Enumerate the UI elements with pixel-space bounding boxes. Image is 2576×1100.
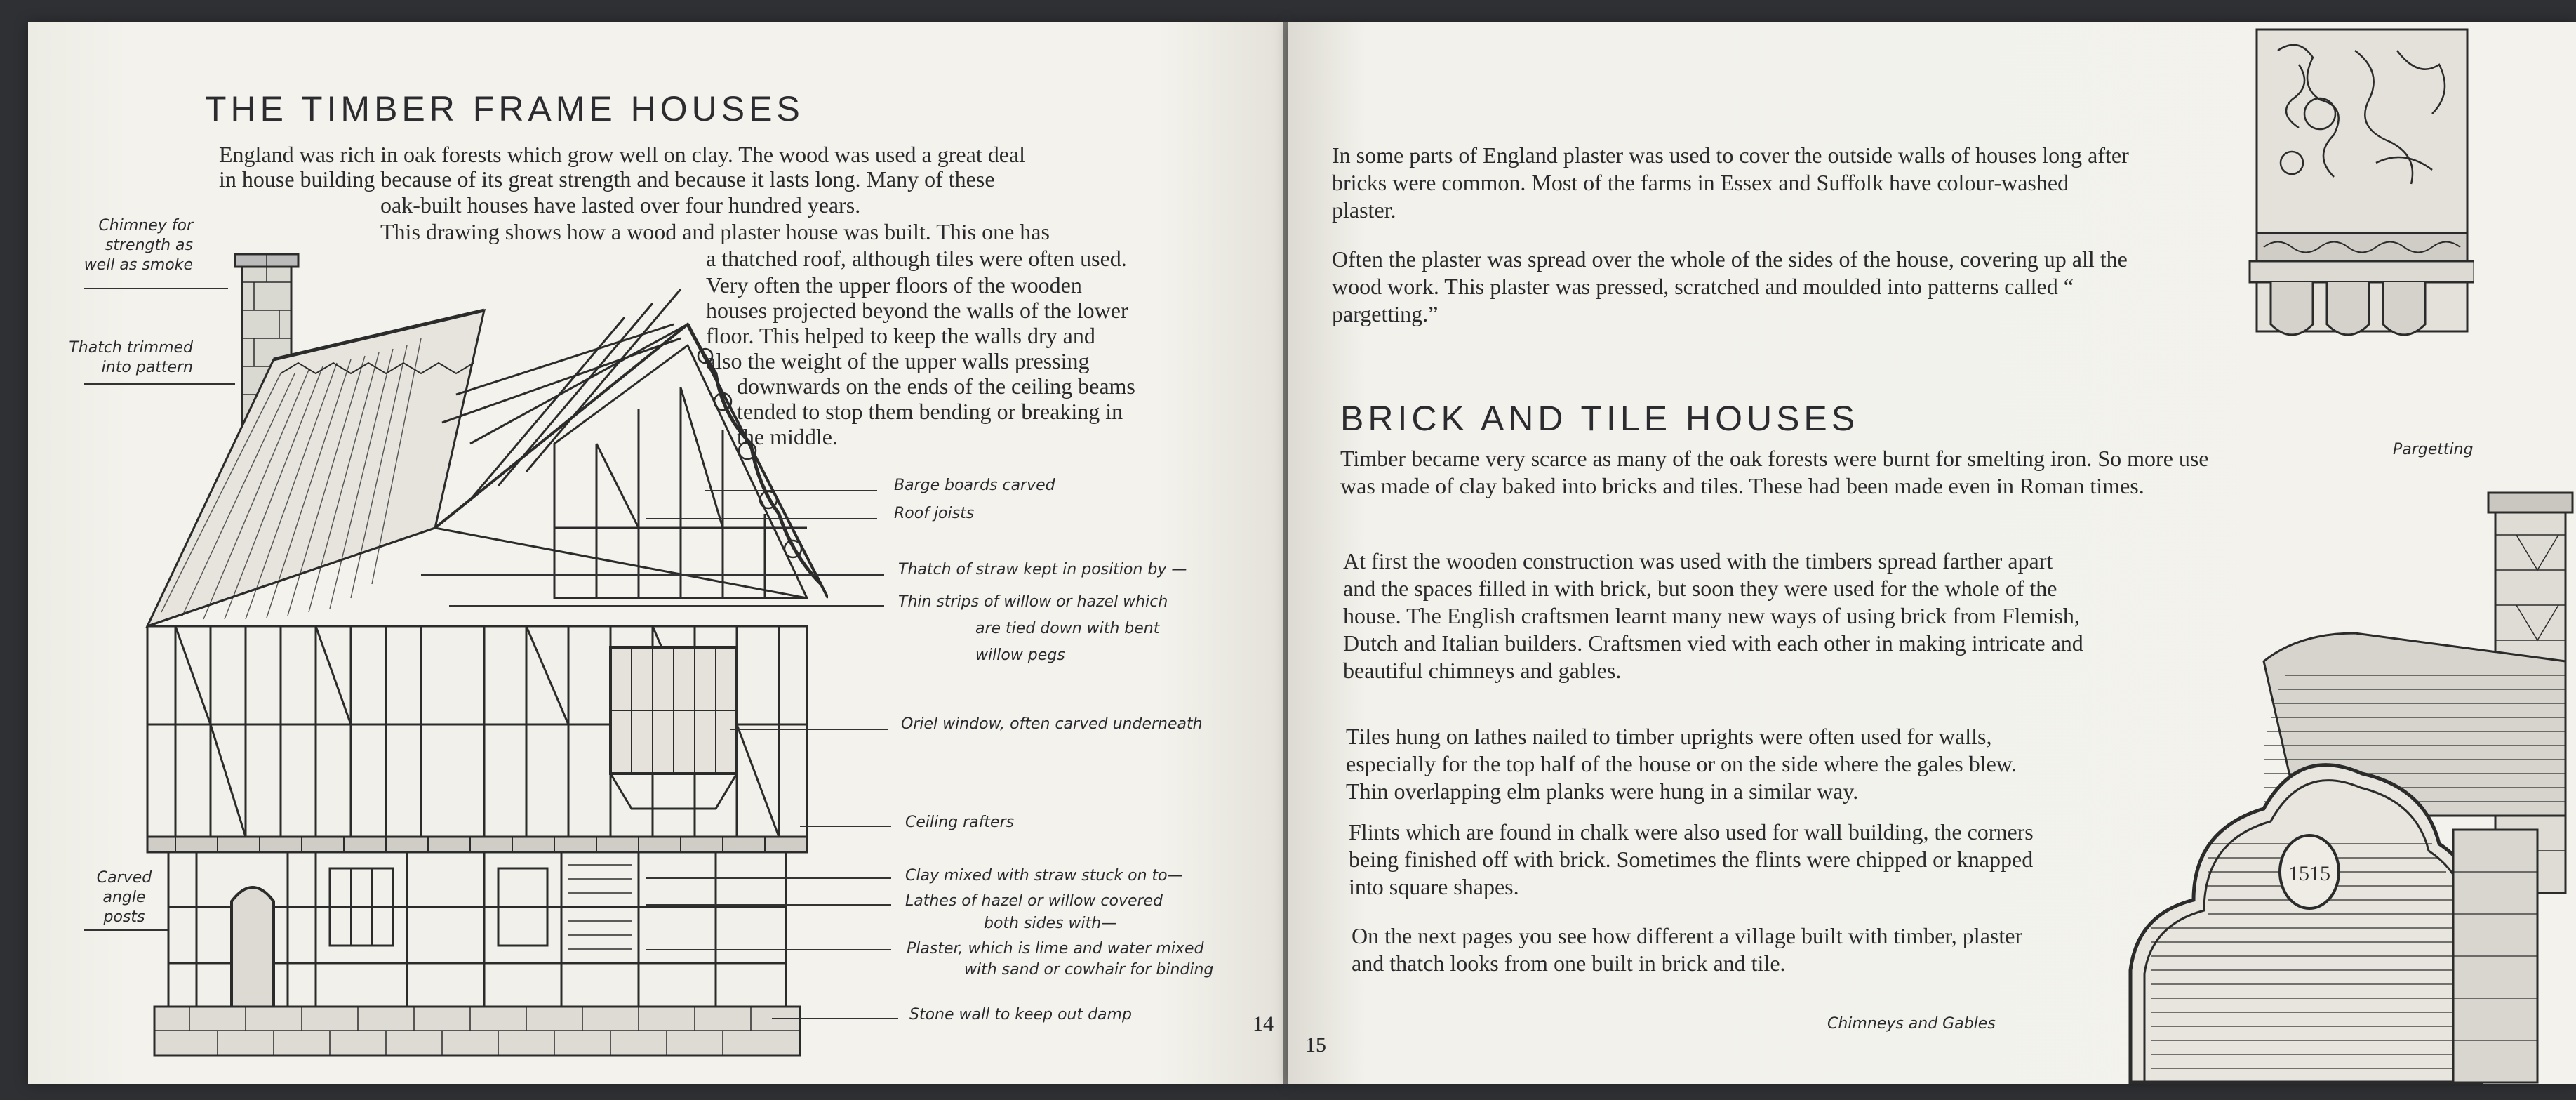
left-page (28, 22, 1284, 1084)
label-thatch-trimmed: Thatch trimmed into pattern (69, 339, 193, 376)
intro-line: oak-built houses have lasted over four hundred years. (380, 192, 861, 218)
chimneys-gables-illustration (2032, 479, 2576, 1084)
label-lathes-1: Lathes of hazel or willow covered (905, 892, 1163, 910)
leader-line (646, 949, 891, 950)
intro-line: houses projected beyond the walls of the lower (706, 298, 1128, 323)
leader-line (730, 729, 888, 730)
intro-line: also the weight of the upper walls pressing (706, 348, 1090, 373)
right-page (1288, 22, 2576, 1084)
page-number-right: 15 (1305, 1033, 1326, 1056)
label-plaster-2: with sand or cowhair for binding (964, 961, 1214, 979)
label-lathes-2: both sides with— (984, 915, 1117, 932)
intro-line: the middle. (737, 424, 838, 449)
paragraph-brick-5: On the next pages you see how different a village built with timber, plaster and thatch looks from one built in brick and tile. (1352, 923, 2023, 976)
page-heading-timber: THE TIMBER FRAME HOUSES (205, 89, 804, 128)
intro-line: floor. This helped to keep the walls dry and (706, 323, 1095, 348)
paragraph-brick-3: Tiles hung on lathes nailed to timber uprights were often used for walls, especially for the top half of the house or on the side where the gales blew. Thin overlapping elm planks were hung in a similar way. (1346, 724, 2017, 804)
leader-line (772, 1018, 898, 1019)
label-oriel-window: Oriel window, often carved underneath (901, 715, 1203, 733)
leader-line (646, 904, 891, 906)
leader-line (449, 605, 884, 607)
intro-line: a thatched roof, although tiles were often used. (706, 246, 1127, 271)
intro-line: in house building because of its great strength and because it lasts long. Many of these (219, 166, 995, 192)
intro-line: tended to stop them bending or breaking in (737, 399, 1123, 424)
label-thin-strips-1: Thin strips of willow or hazel which (898, 593, 1168, 611)
gable-date-text: 1515 (2288, 862, 2330, 885)
leader-line (421, 574, 884, 576)
intro-line: downwards on the ends of the ceiling beams (737, 373, 1135, 399)
label-ceiling-rafters: Ceiling rafters (905, 814, 1015, 831)
label-thin-strips-2: are tied down with bent (975, 620, 1160, 637)
paragraph-brick-4: Flints which are found in chalk were also used for wall building, the corners being finished off with brick. Sometimes the flints were chipped or knapped into square shapes. (1349, 819, 2034, 899)
paragraph-brick-2: At first the wooden construction was used with the timbers spread farther apart and the spaces filled in with brick, but soon they were used for the whole of the house. The English craftsmen learnt many new ways of using brick from Flemish, Dutch and Italian builders. Craftsmen vied with each other in making intricate and beautiful chimneys and gables. (1343, 548, 2083, 683)
label-thin-strips-3: willow pegs (975, 647, 1065, 664)
intro-line: England was rich in oak forests which grow well on clay. The wood was used a great deal (219, 142, 1025, 167)
intro-line: Very often the upper floors of the wooden (706, 272, 1082, 298)
page-heading-brick: BRICK AND TILE HOUSES (1340, 399, 1860, 438)
label-plaster-1: Plaster, which is lime and water mixed (907, 940, 1204, 957)
label-clay-mixed: Clay mixed with straw stuck on to— (905, 867, 1183, 884)
paragraph-brick-1: Timber became very scarce as many of the oak forests were burnt for smelting iron. So more use was made of clay baked into bricks and tiles. These had been made even in Roman times. (1340, 446, 2209, 498)
leader-line (705, 490, 877, 491)
label-roof-joists: Roof joists (894, 505, 975, 522)
label-thatch-straw: Thatch of straw kept in position by — (898, 561, 1187, 578)
timber-house-illustration (105, 233, 828, 1061)
pargetting-illustration (2236, 22, 2474, 402)
label-barge-boards: Barge boards carved (894, 477, 1055, 494)
caption-pargetting: Pargetting (2393, 441, 2474, 458)
label-chimney: Chimney for strength as well as smoke (84, 217, 193, 274)
label-angle-posts: Carved angle posts (96, 869, 152, 926)
leader-line (800, 826, 891, 827)
caption-chimneys-gables: Chimneys and Gables (1827, 1015, 1996, 1033)
page-number-left: 14 (1253, 1012, 1274, 1035)
leader-line (646, 518, 877, 519)
intro-line: This drawing shows how a wood and plaster house was built. This one has (380, 219, 1050, 244)
leader-line (646, 877, 891, 879)
paragraph-pargetting: Often the plaster was spread over the whole of the sides of the house, covering up all the wood work. This plaster was pressed, scratched and moulded into patterns called “ pargetting.” (1332, 246, 2128, 326)
label-stone-wall: Stone wall to keep out damp (909, 1006, 1132, 1023)
paragraph-plaster: In some parts of England plaster was used to cover the outside walls of houses long after bricks were common. Most of the farms in Essex and Suffolk have colour-washed plaster. (1332, 143, 2129, 223)
